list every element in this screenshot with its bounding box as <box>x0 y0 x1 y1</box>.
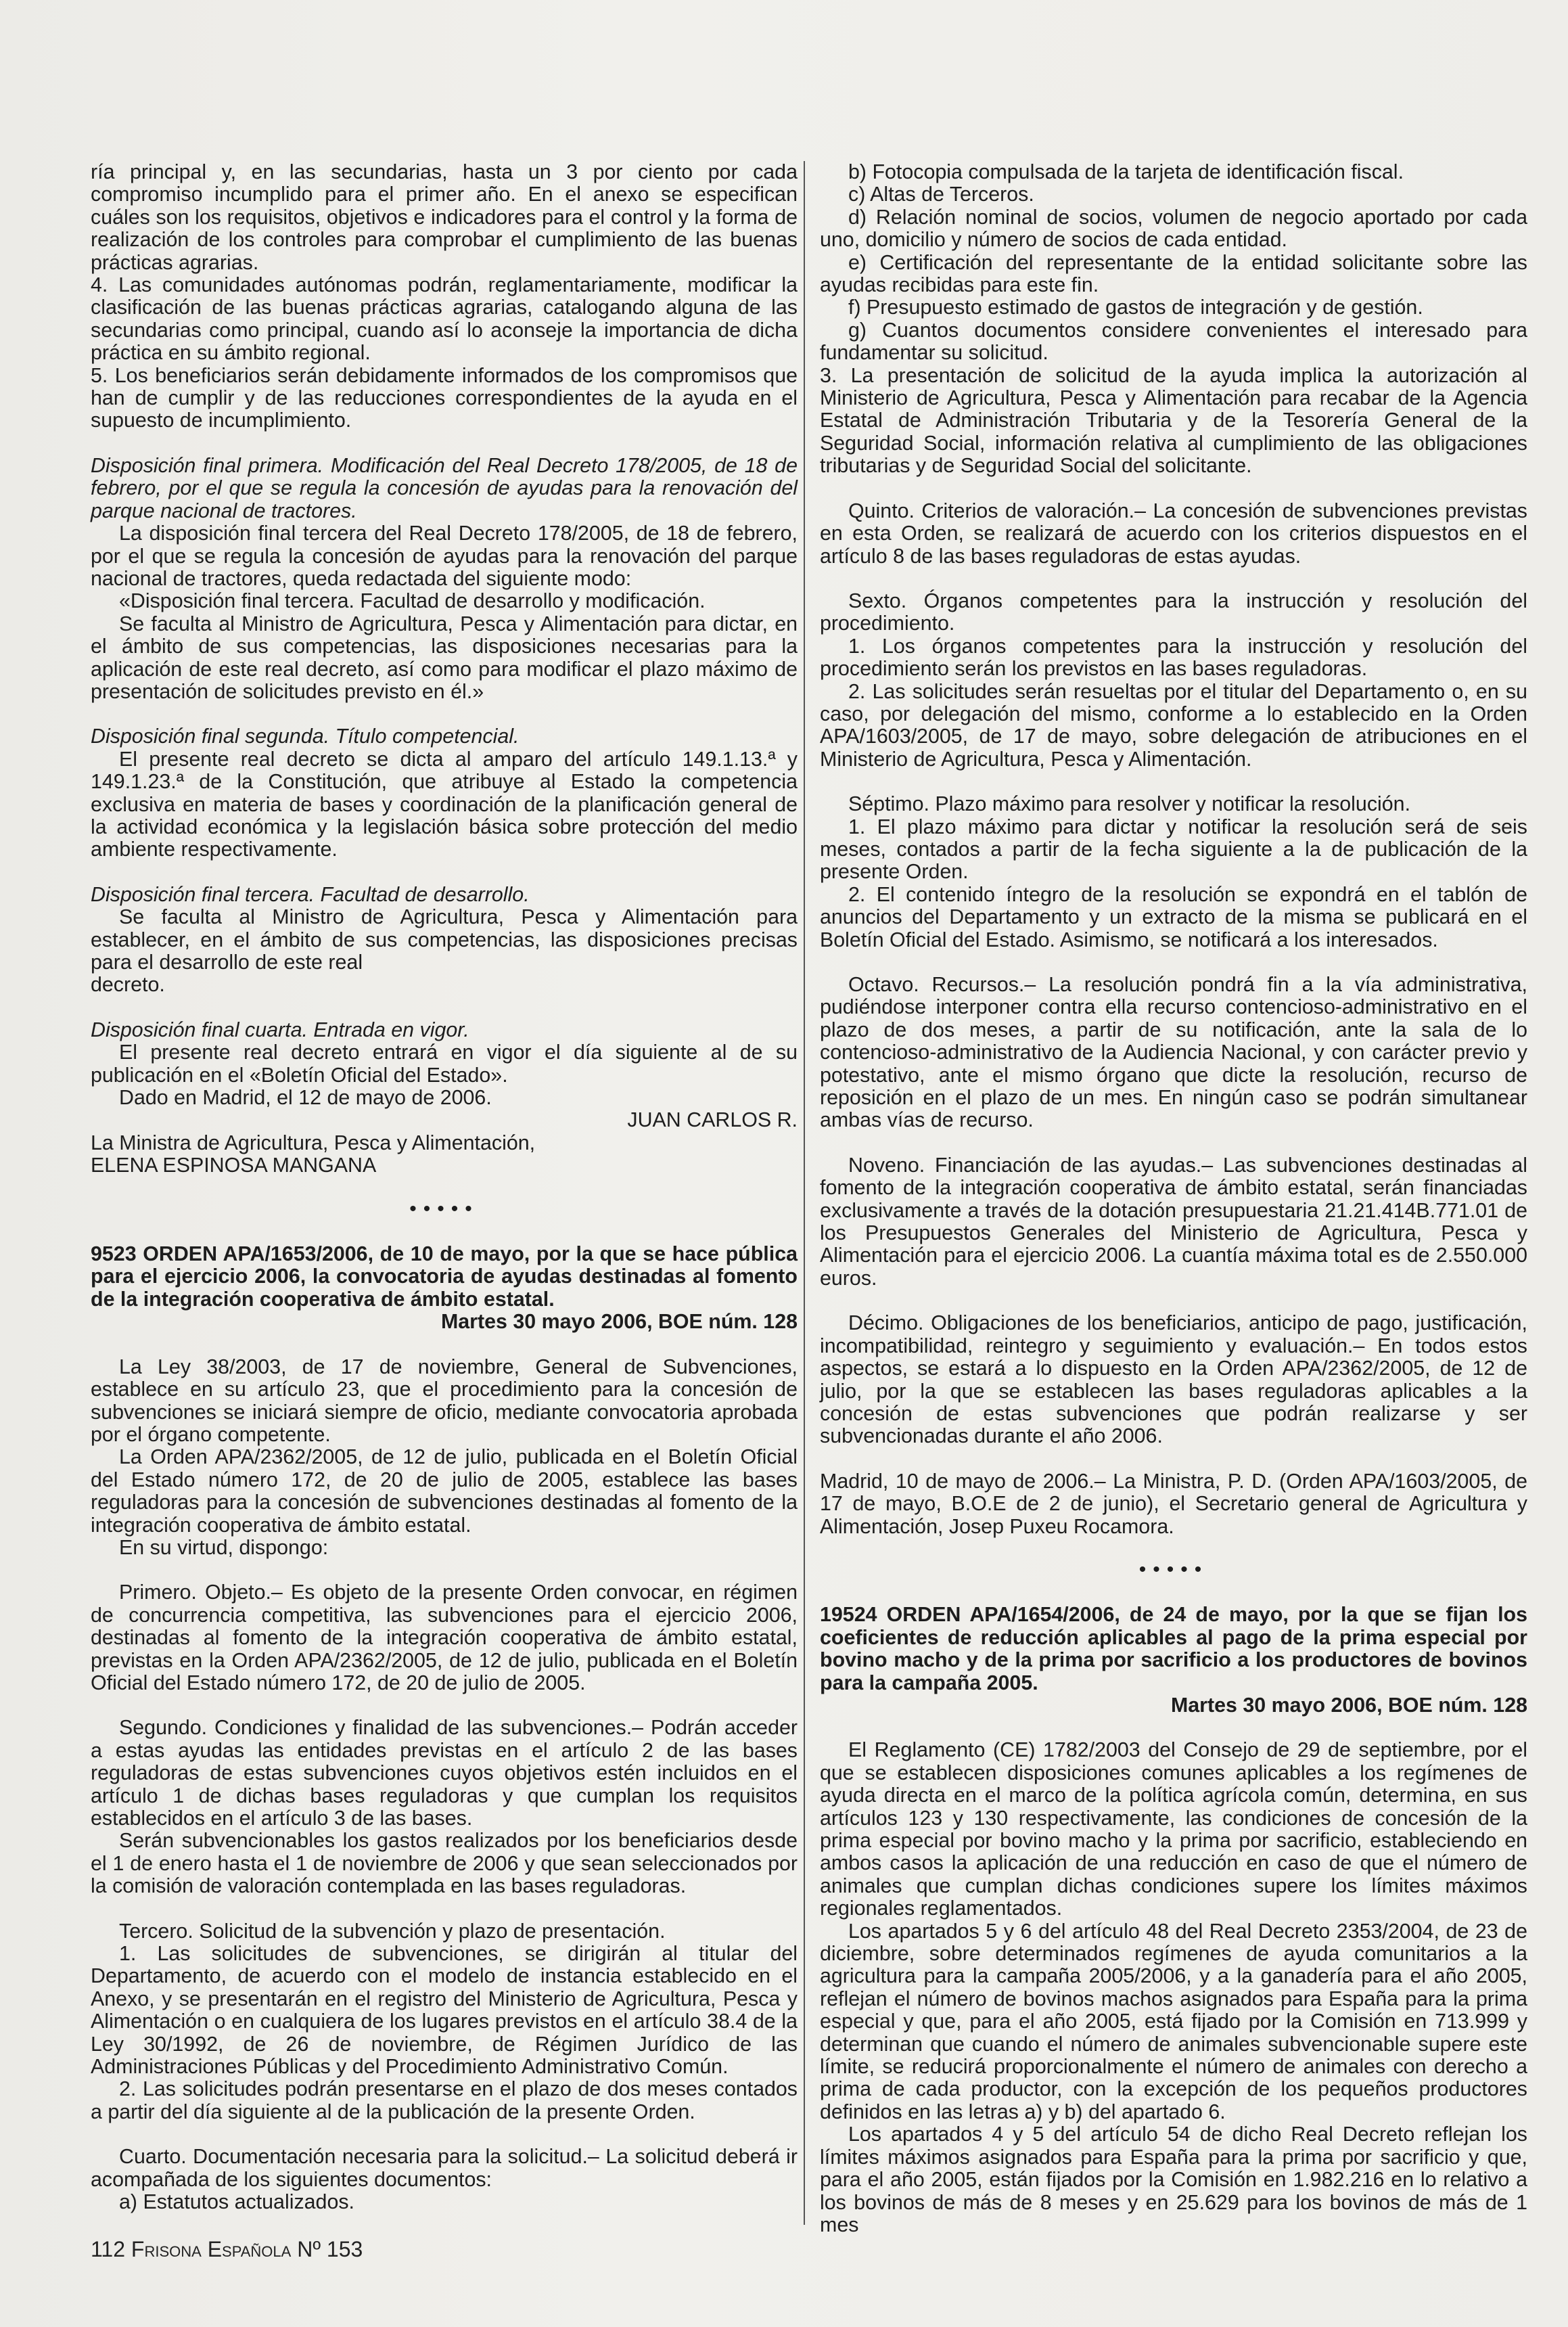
list-item: b) Fotocopia compulsada de la tarjeta de identificación fiscal. <box>848 160 1404 183</box>
paragraph: 1. Las solicitudes de subvenciones, se dirigirán al titular del Departamento, de acuerdo con el modelo de instancia establecido en el Anexo, y se presentarán en el registro del Ministerio de Agricultura, Pesca y Alimentación o en cualquiera de los lugares previstos en el artículo 38.4 de la Ley 30/1992, de 26 de noviembre, de Régimen Jurídico de las Administraciones Públicas y del Procedimiento Administrativo Común. <box>91 1942 798 2079</box>
paragraph: 3. La presentación de solicitud de la ayuda implica la autorización al Ministerio de Agricultura, Pesca y Alimentación para recabar de la Agencia Estatal de Administración Tributaria y de la Tesorería General de la Seguridad Social, información relativa al cumplimiento de las obligaciones tributarias y de Seguridad Social del solicitante. <box>820 363 1527 478</box>
page-number: 112 <box>91 2237 126 2261</box>
issue-number: Nº 153 <box>297 2237 363 2261</box>
page-footer <box>91 2237 363 2262</box>
section-heading: Disposición final cuarta. Entrada en vigor. <box>91 1018 469 1041</box>
orden-date: Martes 30 mayo 2006, BOE núm. 128 <box>440 1310 798 1334</box>
paragraph: La Ley 38/2003, de 17 de noviembre, General de Subvenciones, establece en su artículo 23, que el procedimiento para la concesión de subvenciones se iniciará siempre de oficio, mediante convocatoria aprobada por el órgano competente. <box>91 1355 798 1446</box>
paragraph: Los apartados 5 y 6 del artículo 48 del Real Decreto 2353/2004, de 23 de diciembre, sobre determinados regímenes de ayuda comunitarios a la agricultura para la campaña 2005/2006, y a la ganadería para el año 2005, reflejan el número de bovinos machos asignados para España para la prima especial y que, para el año 2005, está fijado por la Comisión en 713.999 y determinan que cuando el número de animales subvencionable supere este límite, se reducirá proporcionalmente el número de animales con derecho a prima de cada productor, con la excepción de los pequeños productores definidos en las letras a) y b) del apartado 6. <box>820 1919 1527 2123</box>
list-item: f) Presupuesto estimado de gastos de integración y de gestión. <box>848 296 1423 319</box>
separator-dots: ••••• <box>409 1197 479 1220</box>
right-column <box>820 161 1527 2236</box>
paragraph: 4. Las comunidades autónomas podrán, reglamentariamente, modificar la clasificación de las buenas prácticas agrarias, catalogando alguna de las secundarias como principal, cuando así lo aconseje la importancia de dicha práctica en su ámbito regional. <box>91 273 798 365</box>
paragraph: Se faculta al Ministro de Agricultura, Pesca y Alimentación para establecer, en el ámbito de sus competencias, las disposiciones precisas para el desarrollo de este real <box>91 905 798 974</box>
paragraph: La disposición final tercera del Real Decreto 178/2005, de 18 de febrero, por el que se regula la concesión de ayudas para la renovación del parque nacional de tractores, queda redactada del siguiente modo: <box>91 522 798 590</box>
section-heading: Disposición final primera. Modificación del Real Decreto 178/2005, de 18 de febrero, por el que se regula la concesión de ayudas para la renovación del parque nacional de tractores. <box>91 453 798 522</box>
paragraph: Segundo. Condiciones y finalidad de las subvenciones.– Podrán acceder a estas ayudas las entidades previstas en el artículo 2 de las bases reguladoras de estas subvenciones cuyos objetivos estén incluidos en el artículo 1 de dichas bases reguladoras y que cumplan los requisitos establecidos en el artículo 3 de las bases. <box>91 1716 798 1830</box>
paragraph: El presente real decreto entrará en vigor el día siguiente al de su publicación en el «Boletín Oficial del Estado». <box>91 1041 798 1087</box>
paragraph: 2. Las solicitudes podrán presentarse en el plazo de dos meses contados a partir del día siguiente al de la publicación de la presente Orden. <box>91 2077 798 2123</box>
orden-title: 9523 ORDEN APA/1653/2006, de 10 de mayo, por la que se hace pública para el ejercicio 2006, la convocatoria de ayudas destinadas al fomento de la integración cooperativa de ámbito estatal. <box>91 1242 798 1311</box>
minister-line: La Ministra de Agricultura, Pesca y Alimentación, <box>91 1131 536 1154</box>
paragraph: En su virtud, dispongo: <box>119 1535 329 1559</box>
orden-date: Martes 30 mayo 2006, BOE núm. 128 <box>1170 1693 1527 1717</box>
magazine-name: Frisona Española <box>131 2237 292 2261</box>
signature-paragraph: Madrid, 10 de mayo de 2006.– La Ministra, P. D. (Orden APA/1603/2005, de 17 de mayo, B.O.E de 2 de junio), el Secretario general de Agricultura y Alimentación, Josep Puxeu Rocamora. <box>820 1469 1527 1538</box>
minister-name: ELENA ESPINOSA MANGANA <box>91 1154 377 1177</box>
paragraph: El Reglamento (CE) 1782/2003 del Consejo de 29 de septiembre, por el que se establecen disposiciones comunes aplicables a los regímenes de ayuda directa en el marco de la política agrícola común, determina, en sus artículos 123 y 130 respectivamente, las condiciones de concesión de la prima especial por bovino macho y la prima por sacrificio, estableciendo en ambos casos la aplicación de una reducción en caso de que el número de animales que cumplan dichas condiciones supere los límites máximos regionales reglamentados. <box>820 1738 1527 1920</box>
section-heading: Disposición final segunda. Título competencial. <box>91 725 520 748</box>
column-divider <box>804 161 805 2225</box>
list-item: g) Cuantos documentos considere convenientes el interesado para fundamentar su solicitud. <box>820 318 1527 365</box>
list-item: d) Relación nominal de socios, volumen de negocio aportado por cada uno, domicilio y número de socios de cada entidad. <box>820 205 1527 252</box>
paragraph: El presente real decreto se dicta al amparo del artículo 149.1.13.ª y 149.1.23.ª de la Constitución, que atribuye al Estado la competencia exclusiva en materia de bases y coordinación de la planificación general de la actividad económica y la legislación básica sobre protección del medio ambiente respectivamente. <box>91 747 798 861</box>
paragraph: Sexto. Órganos competentes para la instrucción y resolución del procedimiento. <box>820 589 1527 635</box>
paragraph: Séptimo. Plazo máximo para resolver y notificar la resolución. <box>848 792 1411 816</box>
paragraph: Quinto. Criterios de valoración.– La concesión de subvenciones previstas en esta Orden, se realizará de acuerdo con los criterios dispuestos en el artículo 8 de las bases reguladoras de estas ayudas. <box>820 499 1527 568</box>
paragraph: 2. El contenido íntegro de la resolución se expondrá en el tablón de anuncios del Departamento y un extracto de la misma se publicará en el Boletín Oficial del Estado. Asimismo, se notificará a los interesados. <box>820 882 1527 951</box>
list-item: c) Altas de Terceros. <box>848 183 1034 206</box>
separator-dots: ••••• <box>1138 1558 1209 1581</box>
paragraph: Octavo. Recursos.– La resolución pondrá fin a la vía administrativa, pudiéndose interponer contra ella recurso contencioso-administrativo en el plazo de dos meses, a partir de su notificación, ante la sala de lo contencioso-administrativo de la Audiencia Nacional, y con carácter previo y potestativo, ante el mismo órgano que dicte la resolución, recurso de reposición en el plazo de un mes. En ningún caso se podrán simultanear ambas vías de recurso. <box>820 973 1527 1132</box>
paragraph: 5. Los beneficiarios serán debidamente informados de los compromisos que han de cumplir y de las reducciones correspondientes de la ayuda en el supuesto de incumplimiento. <box>91 363 798 432</box>
paragraph: Décimo. Obligaciones de los beneficiarios, anticipo de pago, justificación, incompatibilidad, reintegro y seguimiento y evaluación.– En todos estos aspectos, se estará a lo dispuesto en la Orden APA/2362/2005, de 12 de julio, por la que se establecen las bases reguladoras aplicables a la concesión de estas subvenciones que podrán realizarse y ser subvencionadas durante el año 2006. <box>820 1311 1527 1448</box>
paragraph: decreto. <box>91 973 165 997</box>
paragraph: Noveno. Financiación de las ayudas.– Las subvenciones destinadas al fomento de la integración cooperativa de ámbito estatal, serán financiadas exclusivamente a través de la dotación presupuestaria 21.21.414B.771.01 de los Presupuestos Generales del Ministerio de Agricultura, Pesca y Alimentación para el ejercicio 2006. La cuantía máxima total es de 2.550.000 euros. <box>820 1153 1527 1290</box>
paragraph: «Disposición final tercera. Facultad de desarrollo y modificación. <box>119 589 706 613</box>
paragraph: Los apartados 4 y 5 del artículo 54 de dicho Real Decreto reflejan los límites máximos asignados para España para la prima por sacrificio y que, para el año 2005, están fijados por la Comisión en 1.982.216 en lo relativo a los bovinos de más de 8 meses y en 25.629 para los bovinos de más de 1 mes <box>820 2123 1527 2236</box>
section-heading: Disposición final tercera. Facultad de desarrollo. <box>91 882 530 906</box>
left-column <box>91 161 798 2214</box>
paragraph: 1. Los órganos competentes para la instrucción y resolución del procedimiento serán los previstos en las bases reguladoras. <box>820 634 1527 681</box>
paragraph: Dado en Madrid, el 12 de mayo de 2006. <box>119 1086 492 1110</box>
list-item: e) Certificación del representante de la entidad solicitante sobre las ayudas recibidas para este fin. <box>820 250 1527 297</box>
paragraph: Cuarto. Documentación necesaria para la solicitud.– La solicitud deberá ir acompañada de los siguientes documentos: <box>91 2145 798 2191</box>
paragraph: Serán subvencionables los gastos realizados por los beneficiarios desde el 1 de enero hasta el 1 de noviembre de 2006 y que sean seleccionados por la comisión de valoración contemplada en las bases reguladoras. <box>91 1829 798 1898</box>
paragraph: La Orden APA/2362/2005, de 12 de julio, publicada en el Boletín Oficial del Estado número 172, de 20 de julio de 2005, establece las bases reguladoras para la concesión de subvenciones destinadas al fomento de la integración cooperativa de ámbito estatal. <box>91 1445 798 1537</box>
paragraph: Primero. Objeto.– Es objeto de la presente Orden convocar, en régimen de concurrencia competitiva, las subvenciones para el ejercicio 2006, destinadas al fomento de la integración cooperativa de ámbito estatal, previstas en la Orden APA/2362/2005, de 12 de julio, publicada en el Boletín Oficial del Estado número 172, de 20 de julio de 2005. <box>91 1581 798 1694</box>
paragraph: Tercero. Solicitud de la subvención y plazo de presentación. <box>119 1919 666 1943</box>
paragraph: a) Estatutos actualizados. <box>119 2190 354 2214</box>
paragraph: ría principal y, en las secundarias, hasta un 3 por ciento por cada compromiso incumplido para el primer año. En el anexo se especifican cuáles son los requisitos, objetivos e indicadores para el control y la forma de realización de los controles para comprobar el cumplimiento de las buenas prácticas agrarias. <box>91 160 798 274</box>
paragraph: Se faculta al Ministro de Agricultura, Pesca y Alimentación para dictar, en el ámbito de sus competencias, las disposiciones necesarias para la aplicación de este real decreto, así como para modificar el plazo máximo de presentación de solicitudes previsto en él.» <box>91 612 798 703</box>
paragraph: 1. El plazo máximo para dictar y notificar la resolución será de seis meses, contados a partir de la fecha siguiente a la de publicación de la presente Orden. <box>820 815 1527 884</box>
orden-title: 19524 ORDEN APA/1654/2006, de 24 de mayo, por la que se fijan los coeficientes de reducción aplicables al pago de la prima especial por bovino macho y de la prima por sacrificio a los productores de bovinos para la campaña 2005. <box>820 1603 1527 1694</box>
signer: JUAN CARLOS R. <box>627 1108 798 1132</box>
paragraph: 2. Las solicitudes serán resueltas por el titular del Departamento o, en su caso, por delegación del mismo, conforme a lo establecido en la Orden APA/1603/2005, de 17 de mayo, sobre delegación de atribuciones en el Ministerio de Agricultura, Pesca y Alimentación. <box>820 679 1527 771</box>
